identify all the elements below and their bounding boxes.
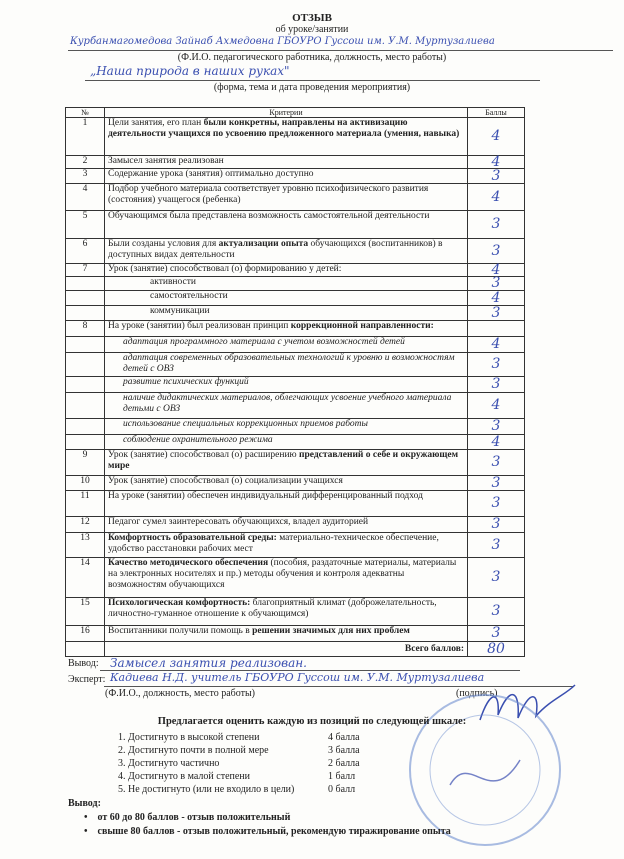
row-score: 3 [468, 491, 525, 517]
row-criterion: использование специальных коррекционных приемов работы [105, 419, 468, 435]
table-row [66, 476, 525, 491]
row-score: 4 [468, 264, 525, 277]
row-number: 4 [66, 184, 105, 211]
row-criterion: развитие психических функций [105, 377, 468, 393]
table-row [66, 156, 525, 169]
table-row [66, 517, 525, 533]
row-number: 12 [66, 517, 105, 533]
row-score: 3 [468, 377, 525, 393]
row-number: 9 [66, 450, 105, 476]
row-number: 16 [66, 626, 105, 642]
row-number: 15 [66, 598, 105, 626]
table-row [66, 491, 525, 517]
row-criterion: Урок (занятие) способствовал (о) социализации учащихся [105, 476, 468, 491]
final-label: Вывод: [68, 798, 101, 809]
table-row [66, 169, 525, 184]
row-score: 3 [468, 353, 525, 377]
row-score: 3 [468, 558, 525, 598]
row-score: 3 [468, 277, 525, 291]
row-criterion: Цели занятия, его план были конкретны, направлены на активизацию деятельности учащихся по усвоению предложенного материала (умения, навыка) [105, 118, 468, 156]
row-number: 2 [66, 156, 105, 169]
row-criterion: соблюдение охранительного режима [105, 435, 468, 450]
row-number: 1 [66, 118, 105, 156]
row-score: 3 [468, 211, 525, 239]
row-number [66, 337, 105, 353]
row-criterion: Урок (занятие) способствовал (о) формированию у детей: [105, 264, 468, 277]
table-row [66, 419, 525, 435]
table-row [66, 598, 525, 626]
row-criterion: Урок (занятие) способствовал (о) расширению представлений о себе и окружающем мире [105, 450, 468, 476]
row-number: 14 [66, 558, 105, 598]
expert-caption: (Ф.И.О., должность, место работы) [105, 688, 256, 699]
table-row [66, 393, 525, 419]
row-score: 3 [468, 419, 525, 435]
row-criterion: активности [105, 277, 468, 291]
row-criterion: Были созданы условия для актуализации опыта обучающихся (воспитанников) в доступных видах деятельности [105, 239, 468, 264]
row-number: 13 [66, 533, 105, 558]
row-score: 3 [468, 626, 525, 642]
teacher-handwritten: Курбанмагомедова Зайнаб Ахмедовна ГБОУРО Гуссош им. У.М. Муртузалиева [70, 36, 495, 47]
scale-title: Предлагается оценить каждую из позиций по следующей шкале: [157, 716, 467, 727]
row-score: 3 [468, 476, 525, 491]
expert-handwritten: Кадиева Н.Д. учитель ГБОУРО Гуссош им. У.М. Муртузалиева [110, 671, 485, 684]
scale-item: 3. Достигнуто частично 2 балла [118, 758, 360, 769]
row-criterion: Обучающимся была представлена возможность самостоятельной деятельности [105, 211, 468, 239]
expert-label: Эксперт: [68, 674, 106, 685]
table-row [66, 118, 525, 156]
row-criterion: Воспитанники получили помощь в решении значимых для них проблем [105, 626, 468, 642]
row-criterion: Психологическая комфортность: благоприятный климат (доброжелательность, личностно-гуманное отношение к обучающимся) [105, 598, 468, 626]
table-row [66, 306, 525, 321]
row-score: 4 [468, 291, 525, 306]
scale-item: 2. Достигнуто почти в полной мере 3 балла [118, 745, 360, 756]
row-number [66, 419, 105, 435]
row-number [66, 291, 105, 306]
table-row [66, 377, 525, 393]
row-criterion: Качество методического обеспечения (пособия, раздаточные материалы, материалы на электронных носителях и пр.) методы обучения и контроля адекватны возможностям обучающихся [105, 558, 468, 598]
row-score: 3 [468, 517, 525, 533]
final-item-1: • от 60 до 80 баллов - отзыв положительный [84, 812, 291, 823]
row-number [66, 377, 105, 393]
row-score: 3 [468, 169, 525, 184]
row-score: 4 [468, 118, 525, 156]
row-number: 8 [66, 321, 105, 337]
row-criterion: Замысел занятия реализован [105, 156, 468, 169]
table-row [66, 337, 525, 353]
row-number [66, 306, 105, 321]
conclusion-handwritten: Замысел занятия реализован. [110, 656, 307, 670]
table-row [66, 353, 525, 377]
row-score [468, 321, 525, 337]
row-number: 11 [66, 491, 105, 517]
table-row [66, 277, 525, 291]
row-criterion: На уроке (занятии) был реализован принцип коррекционной направленности: [105, 321, 468, 337]
row-criterion: На уроке (занятии) обеспечен индивидуальный дифференцированный подход [105, 491, 468, 517]
total-score: 80 [468, 642, 525, 657]
row-criterion: Содержание урока (занятия) оптимально доступно [105, 169, 468, 184]
row-score: 3 [468, 533, 525, 558]
table-row [66, 291, 525, 306]
row-number [66, 277, 105, 291]
row-number: 6 [66, 239, 105, 264]
row-score: 4 [468, 337, 525, 353]
row-score: 4 [468, 435, 525, 450]
table-row [66, 239, 525, 264]
row-criterion: наличие дидактических материалов, облегчающих усвоение учебного материала детьми с ОВЗ [105, 393, 468, 419]
header-score: Баллы [468, 108, 525, 118]
header-number: № [66, 108, 105, 118]
row-number [66, 435, 105, 450]
header-criteria: Критерии [105, 108, 468, 118]
row-number [66, 353, 105, 377]
table-row [66, 184, 525, 211]
row-score: 4 [468, 156, 525, 169]
row-criterion: Комфортность образовательной среды: материально-техническое обеспечение, удобство расстановки рабочих мест [105, 533, 468, 558]
signature-caption: (подпись) [456, 688, 498, 699]
row-criterion: Подбор учебного материала соответствует уровню психофизического развития (состояния) учащегося (ребенка) [105, 184, 468, 211]
row-score: 3 [468, 450, 525, 476]
table-row [66, 626, 525, 642]
table-row [66, 321, 525, 337]
scale-item: 5. Не достигнуто (или не входило в цели) 0 балл [118, 784, 356, 795]
scale-item: 4. Достигнуто в малой степени 1 балл [118, 771, 356, 782]
row-number: 7 [66, 264, 105, 277]
row-criterion: коммуникации [105, 306, 468, 321]
row-score: 3 [468, 239, 525, 264]
event-handwritten: „Наша природа в наших руках" [90, 64, 290, 78]
table-row [66, 435, 525, 450]
row-criterion: адаптация программного материала с учетом возможностей детей [105, 337, 468, 353]
table-row [66, 450, 525, 476]
row-criterion: адаптация современных образовательных технологий к уровню и возможностям детей с ОВЗ [105, 353, 468, 377]
conclusion-label: Вывод: [68, 658, 99, 669]
teacher-caption: (Ф.И.О. педагогического работника, должность, место работы) [177, 52, 447, 63]
table-row [66, 533, 525, 558]
row-criterion: Педагог сумел заинтересовать обучающихся, владел аудиторией [105, 517, 468, 533]
row-score: 3 [468, 598, 525, 626]
table-row [66, 558, 525, 598]
table-row [66, 211, 525, 239]
row-number: 10 [66, 476, 105, 491]
final-item-2: • свыше 80 баллов - отзыв положительный, рекомендую тиражирование опыта [84, 826, 451, 837]
row-score: 4 [468, 393, 525, 419]
event-caption: (форма, тема и дата проведения мероприятия) [213, 82, 411, 93]
criteria-table [65, 107, 525, 657]
row-number: 5 [66, 211, 105, 239]
row-number [66, 393, 105, 419]
document-subtitle: об уроке/занятии [275, 24, 349, 35]
row-score: 3 [468, 306, 525, 321]
scale-item: 1. Достигнуто в высокой степени 4 балла [118, 732, 360, 743]
total-label: Всего баллов: [105, 642, 468, 657]
table-row [66, 264, 525, 277]
row-criterion: самостоятельности [105, 291, 468, 306]
row-score: 4 [468, 184, 525, 211]
row-number: 3 [66, 169, 105, 184]
document-title: ОТЗЫВ [292, 12, 332, 24]
